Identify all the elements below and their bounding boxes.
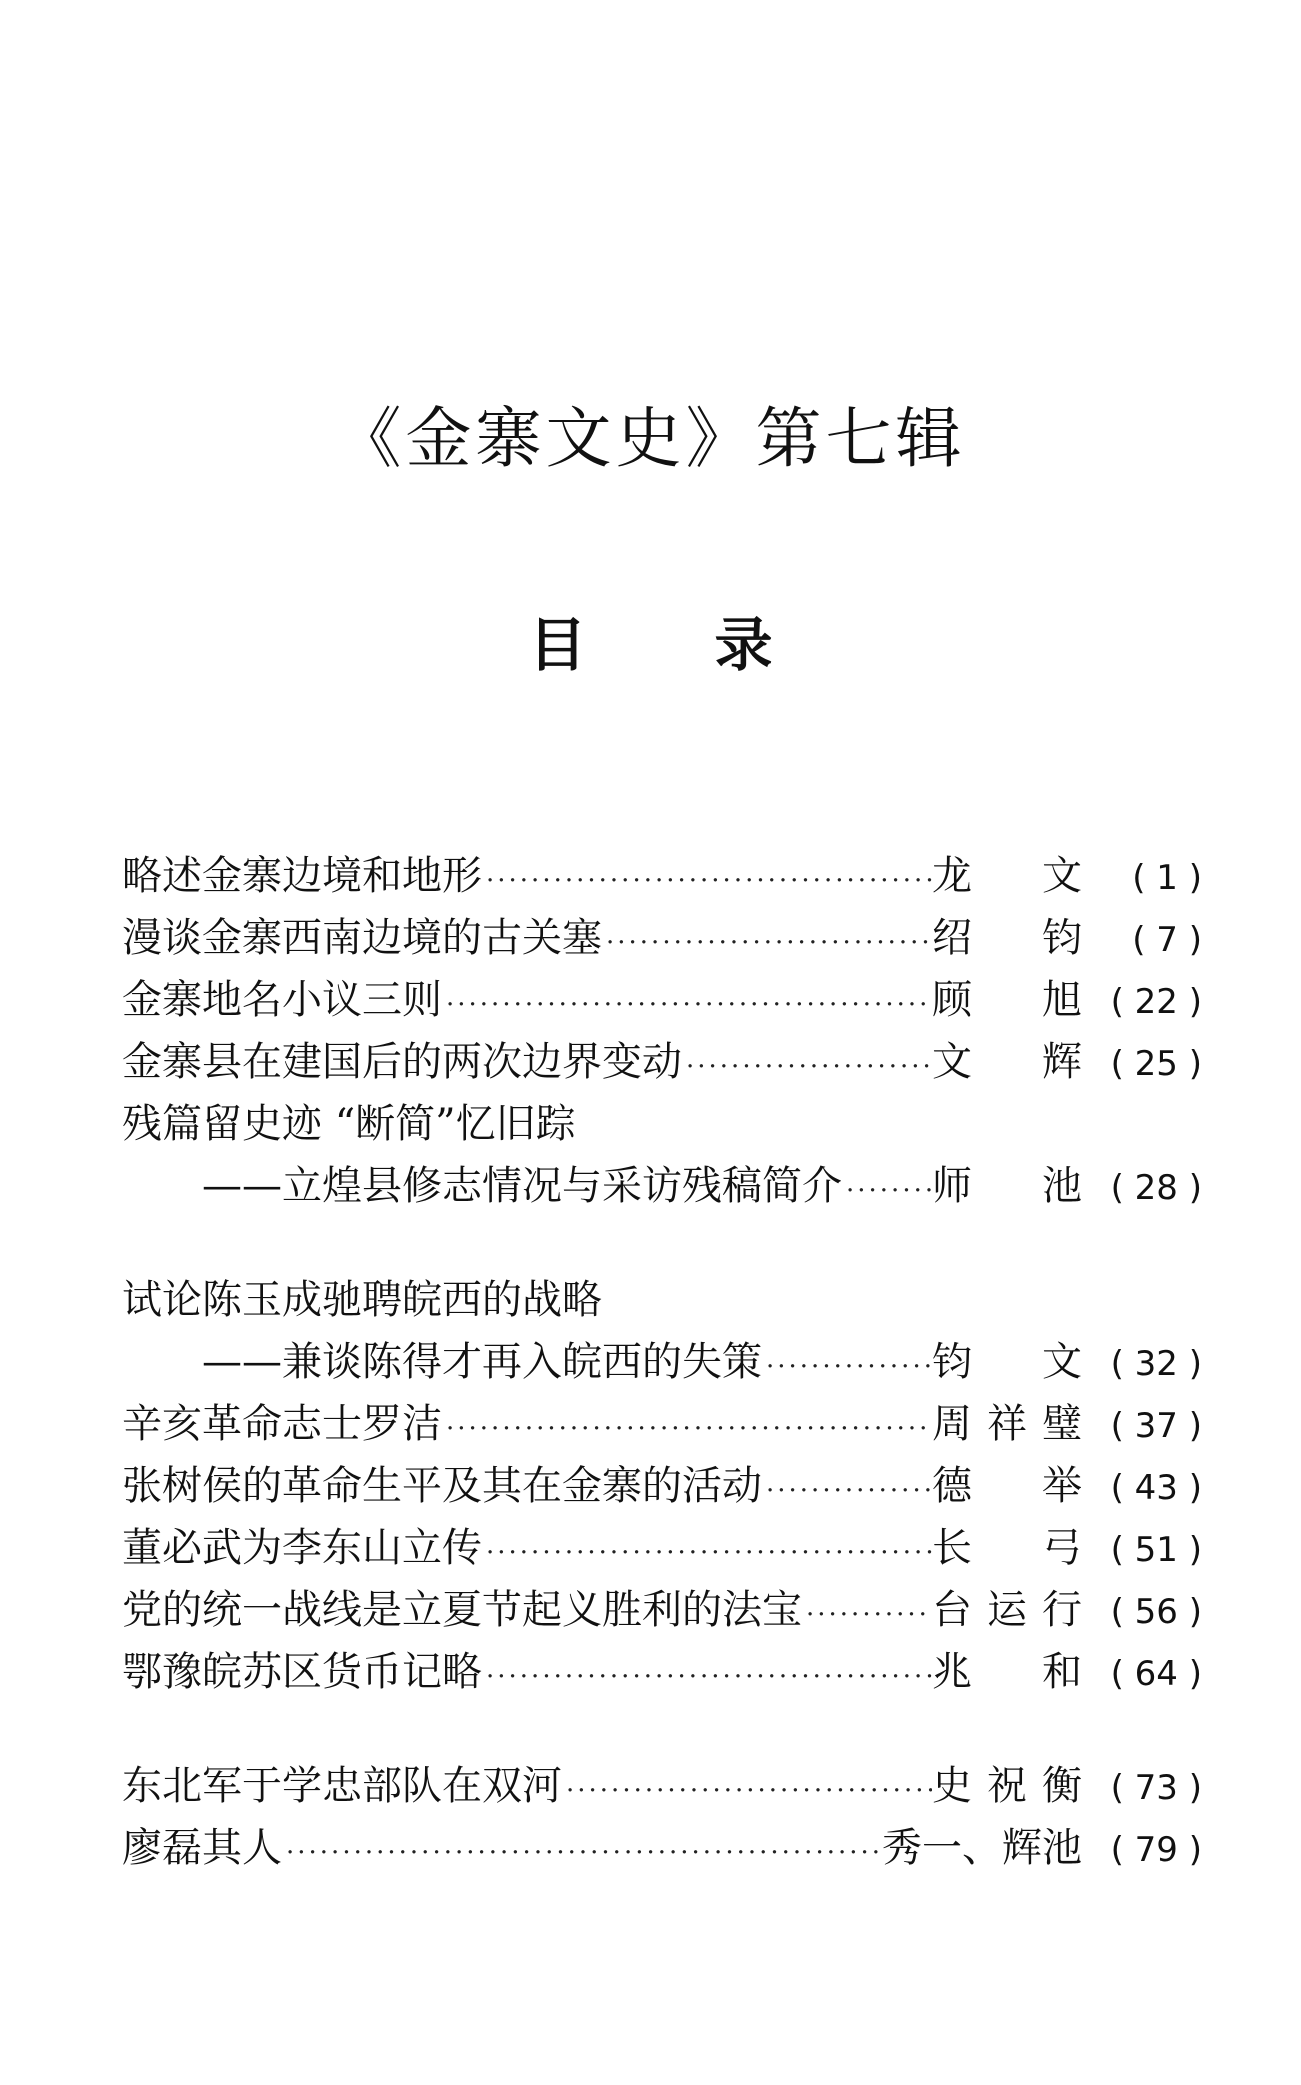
entry-author: 顾 旭 bbox=[932, 977, 1082, 1023]
toc-entry-subtitle bbox=[122, 1331, 1202, 1393]
entry-title: 党的统一战线是立夏节起义胜利的法宝 bbox=[122, 1587, 802, 1633]
entry-page: ( 28 ) bbox=[1110, 1168, 1202, 1208]
toc-entry bbox=[122, 1269, 1202, 1331]
entry-author: 师 池 bbox=[932, 1163, 1082, 1209]
entry-title: 董必武为李东山立传 bbox=[122, 1525, 482, 1571]
entry-author: 长 弓 bbox=[932, 1525, 1082, 1571]
dot-leader bbox=[682, 1036, 932, 1098]
toc-entry bbox=[122, 1393, 1202, 1455]
entry-page: ( 1 ) bbox=[1132, 858, 1202, 898]
dot-leader bbox=[762, 1460, 932, 1522]
toc-entry bbox=[122, 1817, 1202, 1879]
dot-leader bbox=[282, 1822, 882, 1884]
entry-title: 漫谈金寨西南边境的古关塞 bbox=[122, 915, 602, 961]
book-title: 《金寨文史》第七辑 bbox=[335, 400, 966, 477]
entry-title: 残篇留史迹 “断简”忆旧踪 bbox=[122, 1101, 576, 1147]
toc-entry bbox=[122, 1755, 1202, 1817]
entry-author: 德 举 bbox=[932, 1463, 1082, 1509]
entry-title: 辛亥革命志士罗洁 bbox=[122, 1401, 442, 1447]
entry-page: ( 25 ) bbox=[1110, 1044, 1202, 1084]
entry-author: 文 辉 bbox=[932, 1039, 1082, 1085]
dot-leader bbox=[442, 974, 932, 1036]
entry-title: 金寨县在建国后的两次边界变动 bbox=[122, 1039, 682, 1085]
entry-title: 廖磊其人 bbox=[122, 1825, 282, 1871]
entry-title: 东北军于学忠部队在双河 bbox=[122, 1763, 562, 1809]
entry-author: 兆 和 bbox=[932, 1649, 1082, 1695]
toc-entry bbox=[122, 969, 1202, 1031]
entry-title: ——兼谈陈得才再入皖西的失策 bbox=[202, 1339, 762, 1385]
dot-leader bbox=[762, 1336, 932, 1398]
entry-title: 鄂豫皖苏区货币记略 bbox=[122, 1649, 482, 1695]
dot-leader bbox=[442, 1398, 932, 1460]
table-of-contents bbox=[122, 845, 1202, 1879]
toc-entry-subtitle bbox=[122, 1155, 1202, 1217]
entry-page: ( 32 ) bbox=[1110, 1344, 1202, 1384]
entry-page: ( 64 ) bbox=[1110, 1654, 1202, 1694]
toc-entry bbox=[122, 1641, 1202, 1703]
dot-leader bbox=[482, 850, 932, 912]
toc-entry bbox=[122, 1517, 1202, 1579]
entry-author: 秀一、辉池 bbox=[882, 1825, 1082, 1871]
toc-entry bbox=[122, 1093, 1202, 1155]
entry-author: 钧 文 bbox=[932, 1339, 1082, 1385]
entry-page: ( 7 ) bbox=[1132, 920, 1202, 960]
entry-page: ( 73 ) bbox=[1110, 1768, 1202, 1808]
entry-author: 台运行 bbox=[932, 1587, 1082, 1633]
entry-title: ——立煌县修志情况与采访残稿简介 bbox=[202, 1163, 842, 1209]
toc-entry bbox=[122, 1455, 1202, 1517]
entry-author: 史祝衡 bbox=[932, 1763, 1082, 1809]
dot-leader bbox=[482, 1522, 932, 1584]
entry-page: ( 79 ) bbox=[1110, 1830, 1202, 1870]
dot-leader bbox=[562, 1760, 932, 1822]
dot-leader bbox=[602, 912, 932, 974]
entry-title: 张树侯的革命生平及其在金寨的活动 bbox=[122, 1463, 762, 1509]
toc-entry bbox=[122, 845, 1202, 907]
toc-entry bbox=[122, 907, 1202, 969]
entry-title: 金寨地名小议三则 bbox=[122, 977, 442, 1023]
entry-author: 周祥璧 bbox=[932, 1401, 1082, 1447]
entry-author: 绍 钧 bbox=[932, 915, 1082, 961]
entry-page: ( 51 ) bbox=[1110, 1530, 1202, 1570]
dot-leader bbox=[482, 1646, 932, 1708]
toc-entry bbox=[122, 1579, 1202, 1641]
entry-page: ( 56 ) bbox=[1110, 1592, 1202, 1632]
entry-title: 略述金寨边境和地形 bbox=[122, 853, 482, 899]
toc-entry bbox=[122, 1031, 1202, 1093]
entry-page: ( 22 ) bbox=[1110, 982, 1202, 1022]
dot-leader bbox=[842, 1160, 932, 1222]
toc-heading: 目录 bbox=[528, 611, 901, 679]
entry-page: ( 37 ) bbox=[1110, 1406, 1202, 1446]
entry-page: ( 43 ) bbox=[1110, 1468, 1202, 1508]
entry-title: 试论陈玉成驰聘皖西的战略 bbox=[122, 1277, 602, 1323]
dot-leader bbox=[802, 1584, 932, 1646]
entry-author: 龙 文 bbox=[932, 853, 1082, 899]
